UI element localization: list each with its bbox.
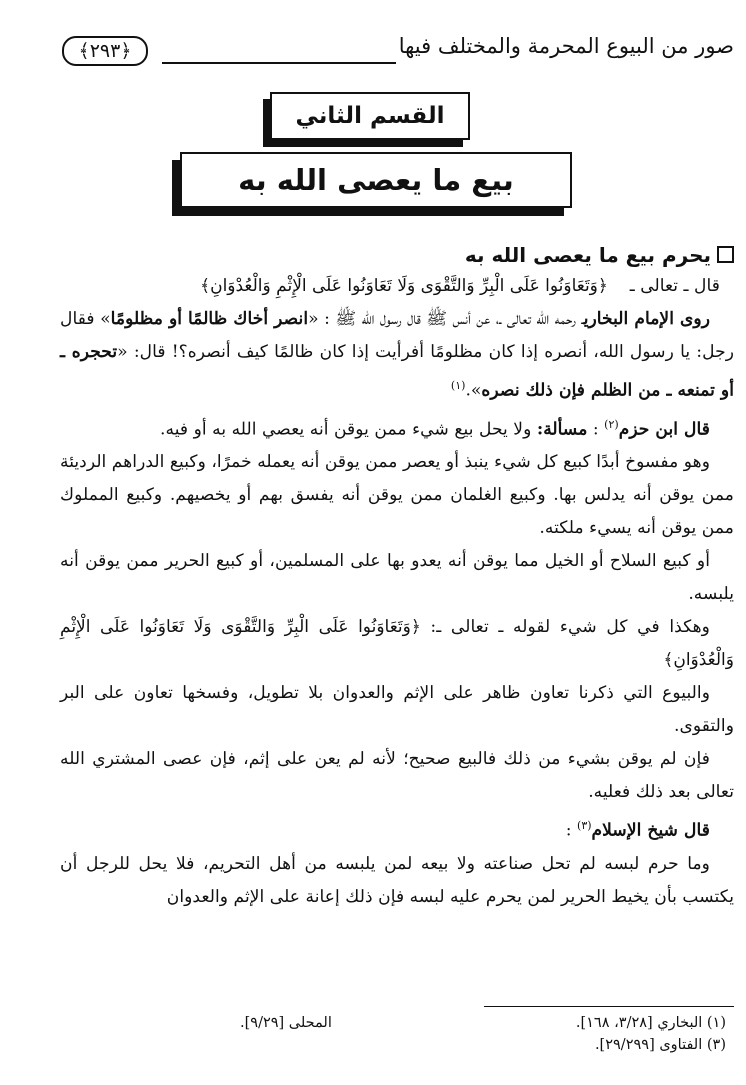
verse-paragraph: قال ـ تعالى ـ ﴿وَتَعَاوَنُوا عَلَى الْبِرِّ وَالتَّقْوَى وَلَا تَعَاوَنُوا عَلَى الْإِثْمِ وَالْعُدْوَانِ﴾ [200,276,720,296]
paragraph: وهكذا في كل شيء لقوله ـ تعالى ـ: ﴿وَتَعَاوَنُوا عَلَى الْبِرِّ وَالتَّقْوَى وَلَا تَعَاوَنُوا عَلَى الْإِثْمِ وَالْعُدْوَانِ﴾ [60,617,734,671]
paragraph: وما حرم لبسه لم تحل صناعته ولا بيعه لمن يلبسه من أهل التحريم، فلا يحل للرجل أن يكتسب بأن يخيط الحرير لمن يحرم عليه لبسه فإن ذلك إعانة على الإثم والعدوان [60,854,734,908]
footnote-2: المحلى [٩/٢٩]. [240,1015,332,1031]
paragraph: والبيوع التي ذكرنا تعاون ظاهر على الإثم والعدوان بلا تطويل، وفسخها تعاون على البر والتقوى. [60,683,734,737]
subheading: يحرم بيع ما يعصى الله به [60,240,734,270]
footnote-rule [484,1006,734,1007]
footnote-ref: (١) [450,379,466,392]
page-number: ﴿٢٩٣﴾ [62,36,148,66]
footnote-3: (٣) الفتاوى [٢٩/٢٩٩]. [594,1037,726,1053]
chapter-title-box: بيع ما يعصى الله به [180,152,572,208]
body-text [60,240,734,914]
hadith-paragraph: روى الإمام البخاريـ رحمه الله تعالى ـ، عن أنس ﷺ قال رسول الله ﷺ : «انصر أخاك ظالمًا أو مظلومًا» فقال رجل: يا رسول الله، أنصره إذا كان مظلومًا أفرأيت إذا كان ظالمًا كيف أنصره؟! قال: «تحجره ـ أو تمنعه ـ من الظلم فإن ذلك نصره».$^{(١)}$ [60,309,735,401]
checkbox-bullet-icon [717,246,734,263]
shaykh-heading: قال شيخ الإسلام$^{(٣)}$ : [565,819,710,842]
footnote-row [60,1012,726,1034]
header-rule [162,62,396,64]
section-heading-box: القسم الثاني [270,92,470,140]
quran-verse: ﴿وَتَعَاوَنُوا عَلَى الْبِرِّ وَالتَّقْوَى وَلَا تَعَاوَنُوا عَلَى الْإِثْمِ وَالْعُدْوَانِ﴾ [60,617,734,671]
quran-verse: ﴿وَتَعَاوَنُوا عَلَى الْبِرِّ وَالتَّقْوَى وَلَا تَعَاوَنُوا عَلَى الْإِثْمِ وَالْعُدْوَانِ﴾ [200,276,608,296]
paragraph: فإن لم يوقن بشيء من ذلك فالبيع صحيح؛ لأنه لم يعن على إثم، فإن عصى المشتري الله تعالى بعد ذلك فعليه. [60,749,734,803]
footnotes [60,1012,726,1056]
footnote-ref: (٣) [577,819,592,833]
paragraph: وهو مفسوخ أبدًا كبيع كل شيء ينبذ أو يعصر ممن يوقن أنه يعمله خمرًا، وكبيع الدراهم الرديئة ممن يوقن أنه يدلس بها. وكبيع الغلمان ممن يوقن أنه يفسق بهم أو يخصيهم. وكبيع المملوك ممن يوقن أنه يسيء ملكته. [60,452,734,539]
running-header-title: صور من البيوع المحرمة والمختلف فيها [398,34,734,58]
footnote-ref: (٢) [604,417,619,431]
footnote-row [60,1034,726,1056]
ibn-hazm-paragraph: قال ابن حزم$^{(٢)}$ : مسألة: ولا يحل بيع شيء ممن يوقن أنه يعصي الله به أو فيه. [160,417,710,440]
paragraph: أو كبيع السلاح أو الخيل مما يوقن أنه يعدو بها على المسلمين، أو كبيع الحرير ممن يوقن أنه يلبسه. [60,551,734,605]
footnote-1: (١) البخاري [٣/٢٨، ١٦٨]. [575,1015,726,1031]
hadith-quote: تحجره ـ أو تمنعه ـ من الظلم فإن ذلك نصره [60,342,734,401]
hadith-quote: انصر أخاك ظالمًا أو مظلومًا [110,309,309,329]
